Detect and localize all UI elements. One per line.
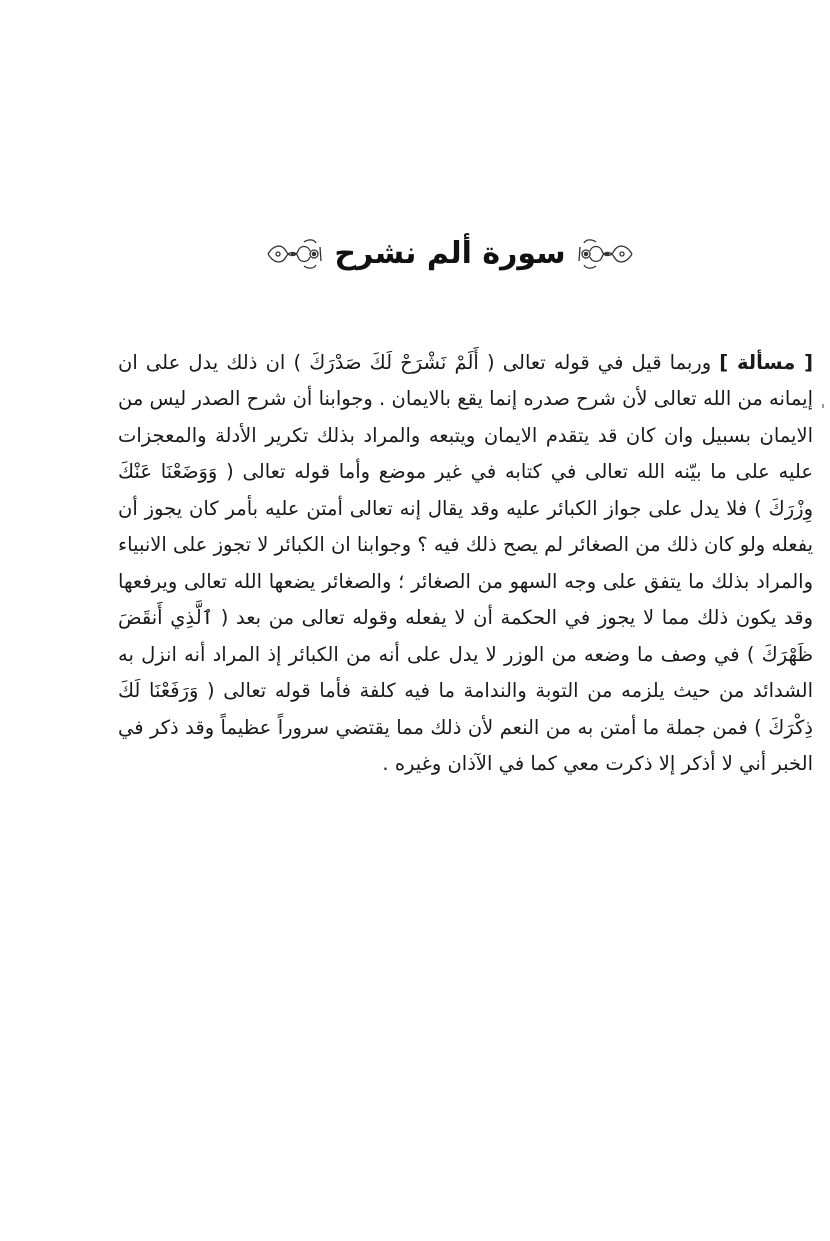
surah-title: سورة ألم نشرح bbox=[334, 236, 566, 271]
floral-ornament-icon bbox=[264, 237, 324, 271]
floral-ornament-icon bbox=[576, 237, 636, 271]
issue-label: [ مسألة ] bbox=[719, 350, 813, 374]
body-text: وربما قيل في قوله تعالى ( أَلَمْ نَشْرَحْ لَكَ صَدْرَكَ ) ان ذلك يدل على ان إيمانه من الله تعالى لأن شرح صدره إنما يقع بالايمان . وجوابنا أن شرح الصدر ليس من الايمان بسبيل وان كان قد يتقدم الايمان ويتبعه والمراد بذلك تكرير الأدلة والمعجزات عليه على ما بيّنه الله تعالى في كتابه في غير موضع وأما قوله تعالى ( وَوَضَعْنَا عَنْكَ وِزْرَكَ ) فلا يدل على جواز الكبائر عليه وقد يقال إنه تعالى أمتن عليه بأمر كان يجوز أن يفعله ولو كان ذلك من الصغائر لم يصح ذلك فيه ؟ وجوابنا ان الكبائر لا تجوز على الانبياء والمراد بذلك ما يتفق على وجه السهو من الصغائر ؛ والصغائر يضعها الله تعالى ويرفعها وقد يكون ذلك مما لا يجوز في الحكمة أن لا يفعله وقوله تعالى من بعد ( ٱلَّذِي أَنقَضَ ظَهْرَكَ ) في وصف ما وضعه من الوزر لا يدل على أنه من الكبائر إذ المراد أنه انزل به الشدائد من حيث يلزمه من التوبة والندامة ما فيه كلفة فأما قوله تعالى ( وَرَفَعْنَا لَكَ ذِكْرَكَ ) فمن جملة ما أمتن به من النعم لأن ذلك مما يقتضي سروراً عظيماً وقد ذكر في الخبر أني لا أذكر إلا ذكرت معي كما في الآذان وغيره . bbox=[118, 350, 813, 775]
surah-heading bbox=[290, 222, 610, 286]
body-paragraph bbox=[118, 345, 813, 783]
margin-mark bbox=[822, 404, 824, 408]
